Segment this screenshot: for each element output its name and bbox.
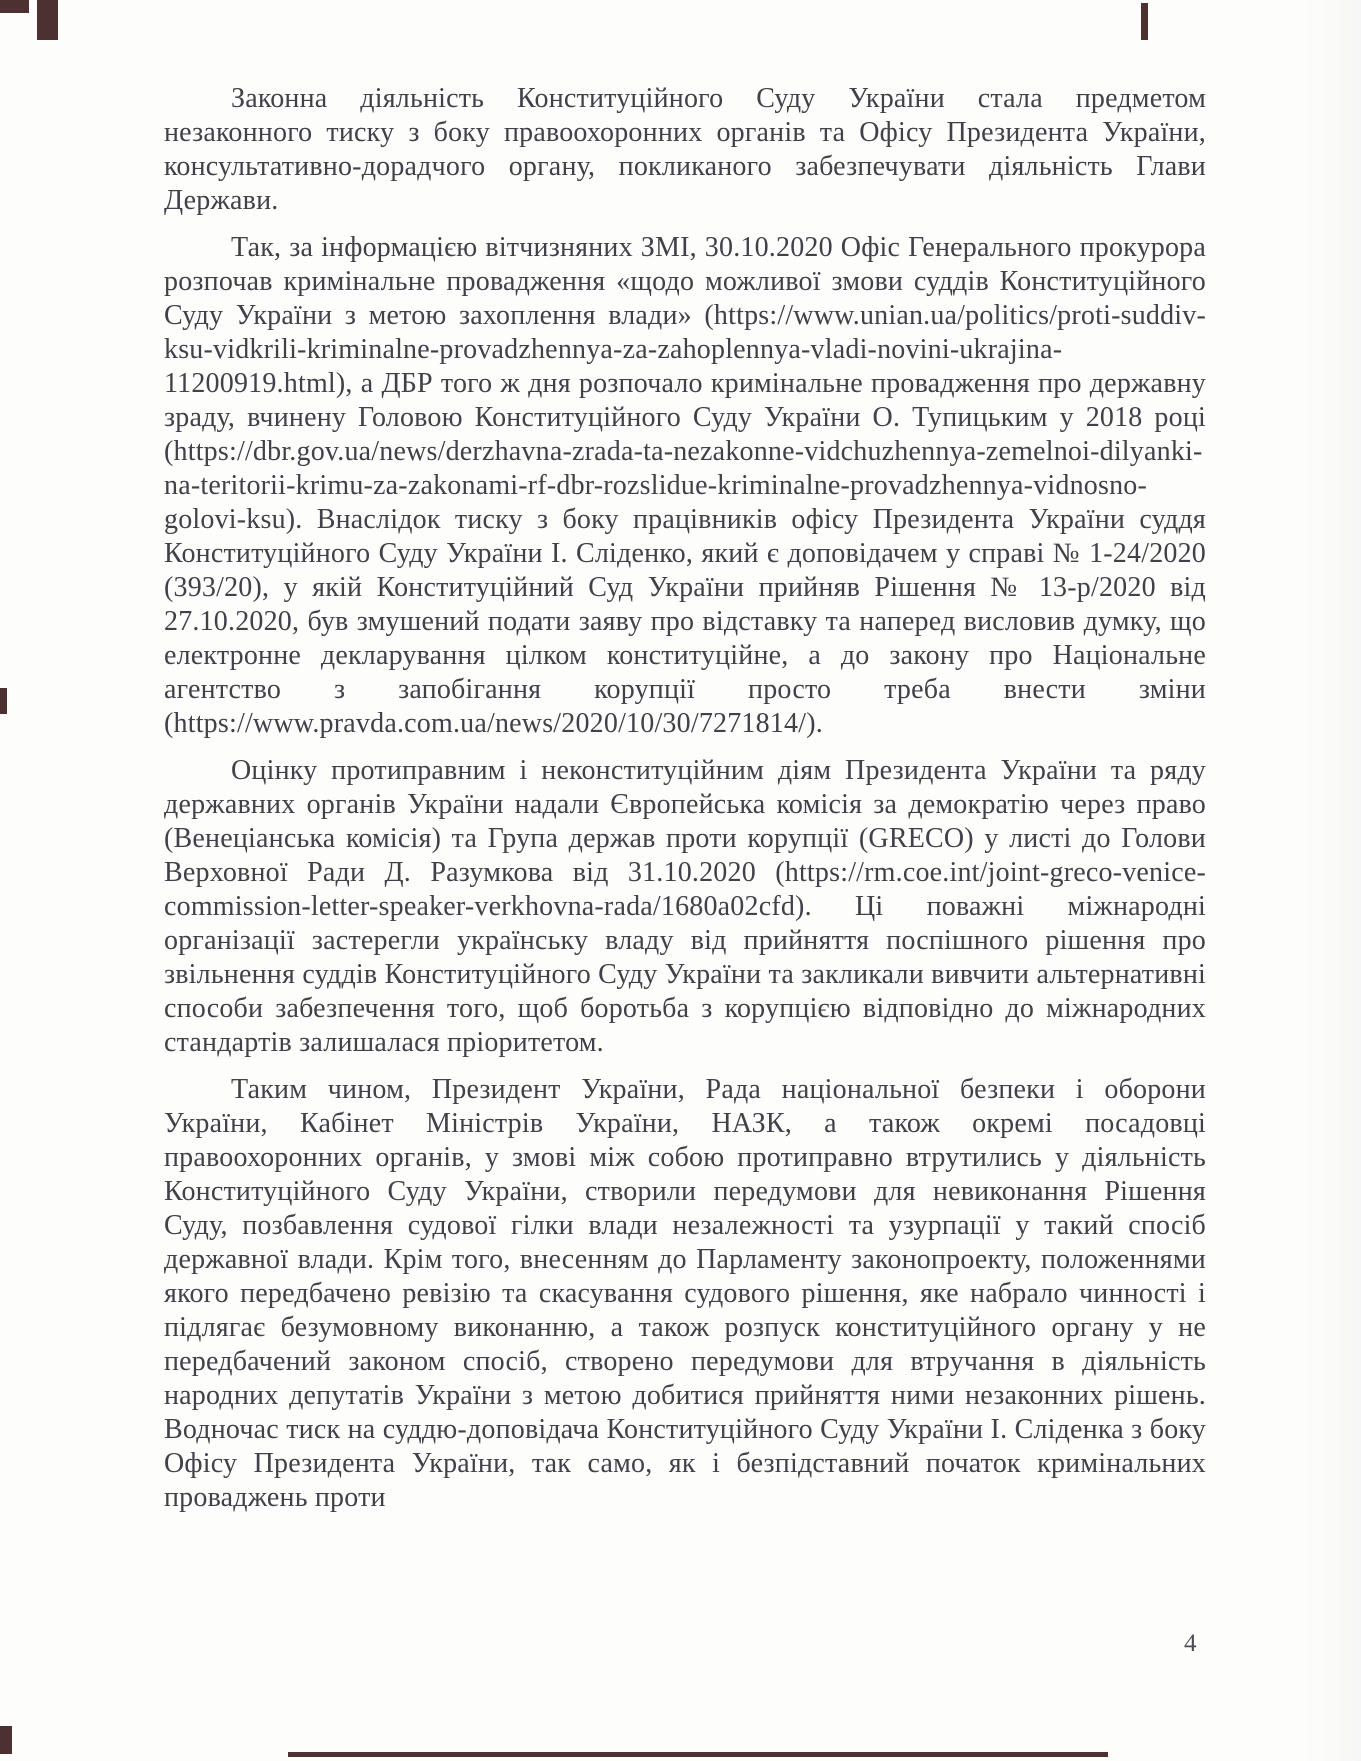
scan-artifact-top-left-1 xyxy=(0,0,29,13)
paragraph-criminal-proceedings: Так, за інформацією вітчизняних ЗМІ, 30.10.2020 Офіс Генерального прокурора розпочав кримінальне провадження «щодо можливої змови суддів Конституційного Суду України з метою захоплення влади» (https://www.unian.ua/politics/proti-suddiv-ksu-vidkrili-kriminalne-provadzhennya-za-zahoplennya-vladi-novini-ukrajina-11200919.html), а ДБР того ж дня розпочало кримінальне провадження про державну зраду, вчинену Головою Конституційного Суду України О. Тупицьким у 2018 році (https://dbr.gov.ua/news/derzhavna-zrada-ta-nezakonne-vidchuzhennya-zemelnoi-dilyanki-na-teritorii-krimu-za-zakonami-rf-dbr-rozslidue-kriminalne-provadzhennya-vidnosno-golovi-ksu). Внаслідок тиску з боку працівників офісу Президента України суддя Конституційного Суду України І. Сліденко, який є доповідачем у справі № 1-24/2020 (393/20), у якій Конституційний Суд України прийняв Рішення № 13-р/2020 від 27.10.2020, був змушений подати заяву про відставку та наперед висловив думку, що електронне декларування цілком конституційне, а до закону про Національне агентство з запобігання корупції просто треба внести зміни (https://www.pravda.com.ua/news/2020/10/30/7271814/). xyxy=(164,232,1206,739)
page-number: 4 xyxy=(1184,1630,1197,1657)
paragraph-legal-activity: Законна діяльність Конституційного Суду України стала предметом незаконного тиску з боку правоохоронних органів та Офісу Президента України, консультативно-дорадчого органу, покликаного забезпечувати діяльність Глави Держави. xyxy=(164,83,1206,216)
scan-artifact-left-tick-2 xyxy=(0,1726,12,1754)
scan-artifact-bottom-line xyxy=(288,1752,1108,1757)
document-body xyxy=(164,82,1206,1528)
scan-artifact-top-mark xyxy=(1141,3,1148,40)
scan-artifact-top-left-2 xyxy=(37,0,58,40)
paragraph-conclusion: Таким чином, Президент України, Рада національної безпеки і оборони України, Кабінет Міністрів України, НАЗК, а також окремі посадовці правоохоронних органів, у змові між собою протиправно втрутились у діяльність Конституційного Суду України, створили передумови для невиконання Рішення Суду, позбавлення судової гілки влади незалежності та узурпації у такий спосіб державної влади. Крім того, внесенням до Парламенту законопроекту, положеннями якого передбачено ревізію та скасування судового рішення, яке набрало чинності і підлягає безумовному виконанню, а також розпуск конституційного органу у не передбачений законом спосіб, створено передумови для втручання в діяльність народних депутатів України з метою добитися прийняття ними незаконних рішень. Водночас тиск на суддю-доповідача Конституційного Суду України І. Сліденка з боку Офісу Президента України, так само, як і безпідставний початок кримінальних проваджень проти xyxy=(164,1074,1206,1513)
scan-artifact-left-tick-1 xyxy=(0,688,7,714)
paragraph-venice-commission-greco: Оцінку протиправним і неконституційним діям Президента України та ряду державних органів України надали Європейська комісія за демократію через право (Венеціанська комісія) та Група держав проти корупції (GRECO) у листі до Голови Верховної Ради Д. Разумкова від 31.10.2020 (https://rm.coe.int/joint-greco-venice-commission-letter-speaker-verkhovna-rada/1680a02cfd). Ці поважні міжнародні організації застерегли українську владу від прийняття поспішного рішення про звільнення суддів Конституційного Суду України та закликали вивчити альтернативні способи забезпечення того, щоб боротьба з корупцією відповідно до міжнародних стандартів залишалася пріоритетом. xyxy=(164,755,1206,1058)
